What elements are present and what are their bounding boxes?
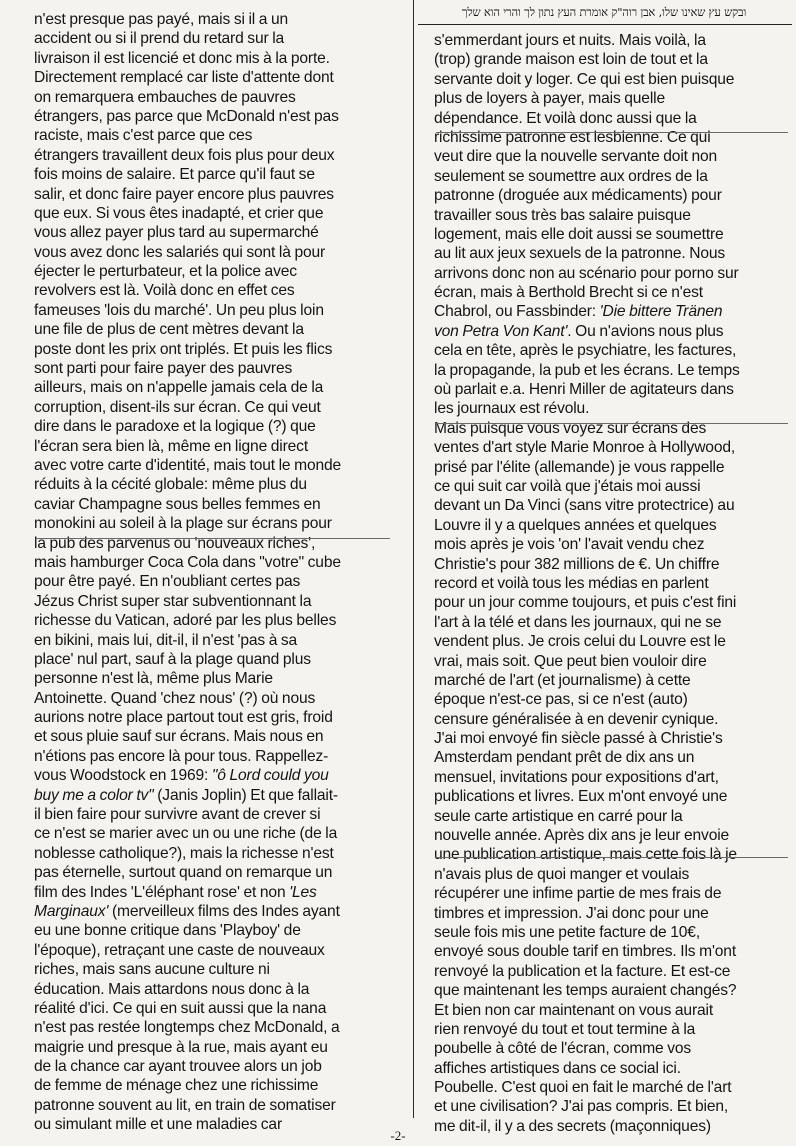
left-column: [34, 10, 390, 1135]
text-line: plus de loyers à payer, mais quelle: [434, 90, 665, 108]
text-line: seulement se soumettre aux ordres de la: [434, 167, 708, 185]
text-line: récupérer une infime partie de mes frais de: [434, 885, 722, 903]
text-line: fameuses 'lois du marché'. Un peu plus loin: [34, 301, 324, 319]
text-line: timbres et impression. J'ai donc pour une: [434, 904, 709, 922]
text-line: me dit-il, il y a des secrets (maçonniques): [434, 1117, 711, 1135]
text-line: patronne souvent au lit, en train de somatiser: [34, 1096, 336, 1114]
text-line: publications et livres. Eux m'ont envoyé une: [434, 788, 728, 806]
text-line: caviar Champagne sous belles femmes en: [34, 495, 321, 513]
text-line: Louvre il y a quelques années et quelques: [434, 516, 717, 534]
text-line: personne n'est là, même plus Marie: [34, 670, 273, 688]
hebrew-header: ובקש עץ שאינו שלו, אבן רוה"ק אומרת העץ נתון לך והרי הוא שלך: [461, 5, 747, 19]
text-line: on remarquera embauches de pauvres: [34, 88, 296, 106]
text-line: Antoinette. Quand 'chez nous' (?) où nous: [34, 689, 316, 707]
text-line: record et voilà tous les médias en parlent: [434, 574, 709, 592]
text-line: avec votre carte d'identité, mais tout le monde: [34, 456, 342, 474]
text-line: ce n'est se marier avec un ou une riche (de la: [34, 825, 338, 843]
text-line: une file de plus de cent mètres devant la: [34, 321, 304, 339]
text-line: et sous pluie sauf sur écrans. Mais nous en: [34, 728, 324, 746]
text-line: Mais puisque vous voyez sur écrans des: [434, 419, 707, 437]
text-line: pour être payé. En n'oubliant certes pas: [34, 573, 301, 591]
text-line: riches, mais sans aucune culture ni: [34, 961, 270, 979]
text-line: aurions notre place partout tout est gris, froid: [34, 709, 333, 727]
text-line: et une civilisation? J'ai pas compris. Et bien,: [434, 1098, 729, 1116]
text-line: au lit aux jeux sexuels de la patronne. Nous: [434, 245, 726, 263]
text-line: ce qui suit car voilà que j'étais moi aussi: [434, 477, 701, 495]
column-divider: [413, 0, 414, 1118]
text-line: ventes d'art style Marie Monroe à Hollywood,: [434, 439, 736, 457]
text-line: Amsterdam pendant prêt de dix ans un: [434, 749, 695, 767]
text-line: veut dire que la nouvelle servante doit non: [434, 148, 718, 166]
text-line: sont parti pour faire payer des pauvres: [34, 360, 293, 378]
paste-seam: [436, 132, 788, 133]
text-line: buy me a color tv" (Janis Joplin) Et que fallait-: [34, 786, 338, 804]
text-line: arrivons donc non au scénario pour porno sur: [434, 264, 739, 282]
text-line: salir, et donc faire payer encore plus pauvres: [34, 185, 334, 203]
text-line: s'emmerdant jours et nuits. Mais voilà, la: [434, 32, 706, 49]
text-line: vous avez donc les salariés qui sont là pour: [34, 243, 326, 261]
text-line: devant un Da Vinci (sans vitre protectrice) au: [434, 497, 735, 515]
text-line: il bien faire pour survivre avant de crever si: [34, 806, 321, 824]
text-line: von Petra Von Kant'. Ou n'avions nous plus: [434, 322, 724, 340]
text-line: Et bien non car maintenant on vous aurait: [434, 1001, 714, 1019]
text-line: n'est presque pas payé, mais si il a un: [34, 11, 289, 28]
text-line: richissime patronne est lesbienne. Ce qui: [434, 128, 711, 146]
text-line: renvoyé la publication et la facture. Et est-ce: [434, 962, 731, 980]
text-line: n'est pas restée longtemps chez McDonald, a: [34, 1019, 340, 1037]
text-line: poubelle à côté de l'écran, comme vos: [434, 1040, 692, 1058]
header-rule: [418, 24, 792, 25]
text-line: pour un jour comme toujours, et puis c'est fini: [434, 594, 737, 612]
text-line: monokini au soleil à la plage sur écrans pour: [34, 515, 332, 533]
text-line: patronne (droguée aux médicaments) pour: [434, 187, 722, 205]
text-line: où parlait e.a. Henri Miller de agitateurs dans: [434, 381, 734, 399]
text-line: l'époque), retraçant une caste de nouveaux: [34, 941, 325, 959]
text-line: mois après je vois 'on' l'avait vendu chez: [434, 536, 705, 554]
text-line: vous allez payer plus tard au supermarché: [34, 224, 319, 242]
text-line: dépendance. Et voilà donc aussi que la: [434, 109, 697, 127]
text-line: prisé par l'élite (allemande) je vous rappelle: [434, 458, 725, 476]
text-line: ou simulant mille et une maladies car: [34, 1116, 283, 1134]
text-line: réalité d'ici. Ce qui en suit aussi que la nana: [34, 999, 327, 1017]
text-line: maigrie und presque à la rue, mais ayant eu: [34, 1038, 328, 1056]
text-line: étrangers, pas parce que McDonald n'est pas: [34, 107, 339, 125]
text-line: cela en tête, après le psychiatre, les factures,: [434, 342, 737, 360]
text-line: l'écran sera bien là, même en ligne direct: [34, 437, 309, 455]
text-line: dire dans le paradoxe et la logique (?) que: [34, 418, 316, 436]
text-line: n'étions pas encore là pour tous. Rappellez-: [34, 747, 329, 765]
page-number: -2-: [390, 1128, 406, 1143]
text-line: vous Woodstock en 1969: "ô Lord could you: [34, 767, 329, 785]
text-line: Poubelle. C'est quoi en fait le marché de l'art: [434, 1079, 732, 1097]
text-line: rien renvoyé du tout et tout termine à la: [434, 1020, 696, 1038]
text-line: eu une bonne critique dans 'Playboy' de: [34, 922, 301, 940]
text-line: ailleurs, mais on n'appelle jamais cela de la: [34, 379, 324, 397]
text-line: Directement remplacé car liste d'attente dont: [34, 69, 334, 87]
text-line: richesse du Vatican, adoré par les plus belles: [34, 612, 337, 630]
text-line: vendent plus. Je crois celui du Louvre est le: [434, 633, 726, 651]
text-line: travailler sous très bas salaire puisque: [434, 206, 691, 224]
text-line: les journaux est révolu.: [434, 400, 590, 418]
text-line: vrai, mais soit. Que peut bien vouloir dire: [434, 652, 707, 670]
right-column: [434, 31, 788, 1136]
text-line: de femme de ménage chez une richissime: [34, 1077, 319, 1095]
text-line: réduits à la cécité globale: même plus du: [34, 476, 307, 494]
text-line: la pub des parvenus ou 'nouveaux riches',: [34, 534, 316, 552]
text-line: la propagande, la pub et les écrans. Le temps: [434, 361, 740, 379]
text-line: affiches artistiques dans ce social ici.: [434, 1059, 681, 1077]
text-line: mais hamburger Coca Cola dans "votre" cube: [34, 553, 341, 571]
text-line: raciste, mais c'est parce que ces: [34, 127, 253, 145]
text-line: Chabrol, ou Fassbinder: 'Die bittere Tränen: [434, 303, 723, 321]
text-line: corruption, disent-ils sur écran. Ce qui veut: [34, 398, 321, 416]
text-line: servante doit y loger. Ce qui est bien puisque: [434, 70, 735, 88]
text-line: accident ou si il prend du retard sur la: [34, 30, 285, 48]
text-line: étrangers travaillent deux fois plus pour deux: [34, 146, 335, 164]
text-line: de la chance car ayant trouvee alors un job: [34, 1058, 322, 1076]
text-line: en bikini, mais lui, dit-il, il n'est 'pas à sa: [34, 631, 298, 649]
text-line: (trop) grande maison est loin de tout et la: [434, 51, 708, 69]
text-line: noblesse catholique?), mais la richesse n'est: [34, 844, 334, 862]
text-line: époque n'est-ce pas, si ce n'est (auto): [434, 691, 688, 709]
text-line: seule carte artistique en carré pour la: [434, 807, 683, 825]
text-line: une publication artistique, mais cette fois là je: [434, 846, 737, 864]
text-line: fois moins de salaire. Et parce qu'il faut se: [34, 166, 315, 184]
text-line: Marginaux' (merveilleux films des Indes ayant: [34, 902, 340, 920]
text-line: censure généralisée à en devenir cynique.: [434, 710, 719, 728]
text-line: logement, mais elle doit aussi se soumettre: [434, 225, 724, 243]
text-line: éjecter le perturbateur, et la police avec: [34, 263, 297, 281]
text-line: l'art à la télé et dans les journaux, qui ne se: [434, 613, 722, 631]
text-line: place' nul part, sauf à la plage quand plus: [34, 650, 311, 668]
text-line: que maintenant les temps auraient changés?: [434, 982, 737, 1000]
paste-seam: [36, 538, 390, 539]
text-line: écran, mais à Berthold Brecht si ce n'est: [434, 284, 703, 302]
text-line: pas éternelle, surtout quand on remarque un: [34, 864, 333, 882]
text-line: revolvers est là. Voilà donc en effet ces: [34, 282, 295, 300]
text-line: que eux. Si vous êtes inadapté, et crier que: [34, 204, 324, 222]
text-line: livraison il est licencié et donc mis à la porte.: [34, 49, 330, 67]
text-line: poste dont les prix ont triplés. Et puis les flics: [34, 340, 333, 358]
paste-seam: [436, 857, 788, 858]
text-line: n'avais plus de quoi manger et voulais: [434, 865, 690, 883]
paste-seam: [436, 423, 788, 424]
text-line: envoyé sous double tarif en timbres. Ils m'ont: [434, 943, 737, 961]
text-line: nouvelle année. Après dix ans je leur envoie: [434, 827, 730, 845]
text-line: seule fois mis une petite facture de 10€,: [434, 923, 701, 941]
text-line: éducation. Mais attardons nous donc à la: [34, 980, 310, 998]
text-line: marché de l'art (et journalisme) à cette: [434, 671, 691, 689]
text-line: film des Indes 'L'éléphant rose' et non 'Les: [34, 883, 317, 901]
text-line: mensuel, invitations pour expositions d'art,: [434, 768, 719, 786]
text-line: J'ai moi envoyé fin siècle passé à Christie's: [434, 730, 723, 748]
text-line: Christie's pour 382 millions de €. Un chiffre: [434, 555, 720, 573]
text-line: Jézus Christ super star subventionnant la: [34, 592, 312, 610]
